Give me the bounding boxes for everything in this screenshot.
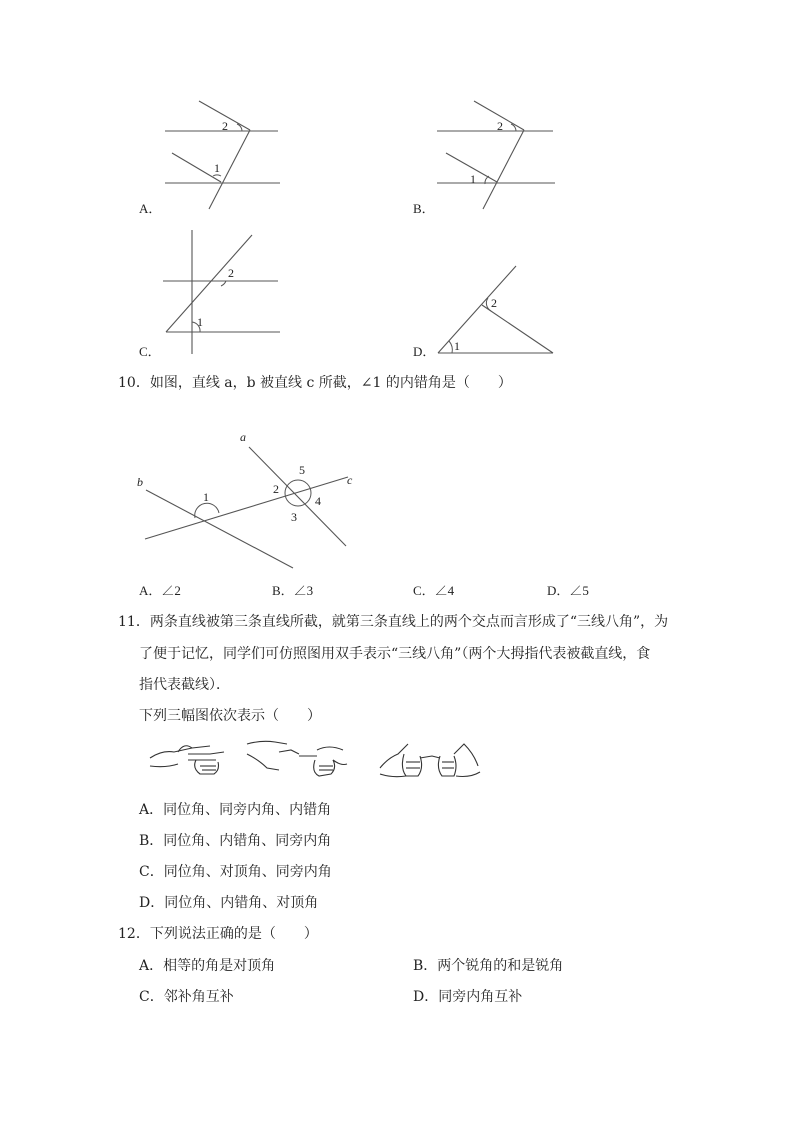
hands-illustration-2 xyxy=(245,738,349,778)
q10-angle-4: 4 xyxy=(315,494,321,508)
q9d-angle-1: 1 xyxy=(454,339,460,353)
q10-option-b[interactable]: B．∠3 xyxy=(272,583,314,598)
q12-stem: 12．下列说法正确的是（ ） xyxy=(118,926,318,942)
q10-option-c[interactable]: C．∠4 xyxy=(413,583,455,598)
hands-illustration-3 xyxy=(378,738,482,780)
q12-option-b[interactable]: B．两个锐角的和是锐角 xyxy=(413,958,564,974)
q9a-angle-2: 2 xyxy=(222,119,228,133)
q11-stem-line4: 下列三幅图依次表示（ ） xyxy=(139,708,321,724)
q9d-angle-2: 2 xyxy=(491,296,497,310)
q9c-angle-2: 2 xyxy=(228,266,234,280)
q9-option-d-label[interactable]: D． xyxy=(413,344,436,359)
q10-angle-3: 3 xyxy=(291,510,297,524)
q10-angle-1: 1 xyxy=(203,490,209,504)
q10-stem: 10．如图，直线 a，b 被直线 c 所截，∠1 的内错角是（ ） xyxy=(118,375,512,391)
q9b-angle-2: 2 xyxy=(497,119,503,133)
q10-label-b: b xyxy=(137,475,143,489)
q9-option-a-label[interactable]: A． xyxy=(139,201,162,216)
q9c-angle-1: 1 xyxy=(197,315,203,329)
q10-option-a[interactable]: A．∠2 xyxy=(139,583,181,598)
q9a-angle-1: 1 xyxy=(214,161,220,175)
q11-option-a[interactable]: A．同位角、同旁内角、内错角 xyxy=(139,802,332,818)
q9-option-b-label[interactable]: B． xyxy=(413,201,435,216)
q10-label-a: a xyxy=(240,430,246,444)
q9b-angle-1: 1 xyxy=(470,172,476,186)
q10-angle-2: 2 xyxy=(273,482,279,496)
hands-illustration-1 xyxy=(148,738,230,778)
q10-label-c: c xyxy=(347,473,353,487)
q12-option-d[interactable]: D．同旁内角互补 xyxy=(413,989,523,1005)
q10-option-d[interactable]: D．∠5 xyxy=(547,583,589,598)
q9-option-c-label[interactable]: C． xyxy=(139,344,161,359)
q12-option-a[interactable]: A．相等的角是对顶角 xyxy=(139,958,276,974)
q11-option-b[interactable]: B．同位角、内错角、同旁内角 xyxy=(139,833,332,849)
q10-angle-5: 5 xyxy=(299,463,305,477)
q11-option-c[interactable]: C．同位角、对顶角、同旁内角 xyxy=(139,864,332,880)
q11-option-d[interactable]: D．同位角、内错角、对顶角 xyxy=(139,895,319,911)
q12-option-c[interactable]: C．邻补角互补 xyxy=(139,989,234,1005)
q11-stem-line2: 了便于记忆，同学们可仿照图用双手表示“三线八角”（两个大拇指代表被截直线，食 xyxy=(139,646,651,662)
q11-stem-line1: 11．两条直线被第三条直线所截，就第三条直线上的两个交点而言形成了“三线八角”，为 xyxy=(118,614,669,630)
q11-stem-line3: 指代表截线）． xyxy=(139,677,230,693)
